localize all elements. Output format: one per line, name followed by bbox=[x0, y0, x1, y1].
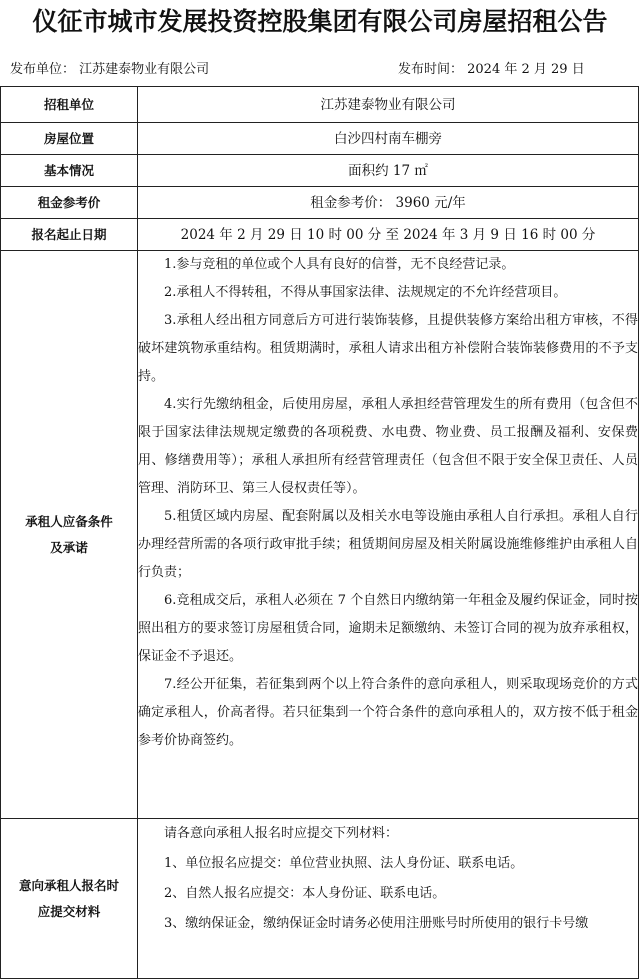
material-item: 1、单位报名应提交：单位营业执照、法人身份证、联系电话。 bbox=[164, 856, 524, 871]
materials-label-line: 应提交材料 bbox=[37, 903, 101, 919]
table-row bbox=[1, 155, 639, 187]
materials-row bbox=[1, 819, 639, 979]
row-value: 江苏建泰物业有限公司 bbox=[138, 87, 639, 123]
table-row bbox=[1, 87, 639, 123]
row-value: 2024 年 2 月 29 日 10 时 00 分 至 2024 年 3 月 9 日 16 时 00 分 bbox=[138, 219, 639, 251]
material-item: 2、自然人报名应提交：本人身份证、联系电话。 bbox=[164, 886, 446, 901]
row-label: 报名起止日期 bbox=[1, 219, 138, 251]
table-row bbox=[1, 123, 639, 155]
condition-item: 3.承租人经出租方同意后方可进行装饰装修，且提供装修方案给出租方审核，不得破坏建筑物承重结构。租赁期满时，承租人请求出租方补偿附合装饰装修费用的不予支持。 bbox=[138, 313, 638, 384]
publisher-info: 发布单位： 江苏建泰物业有限公司 bbox=[10, 62, 210, 77]
table-row bbox=[1, 187, 639, 219]
condition-item: 4.实行先缴纳租金，后使用房屋，承租人承担经营管理发生的所有费用（包含但不限于国家法律法规规定缴费的各项税费、水电费、物业费、员工报酬及福利、安保费用、修缮费用等）；承租人承担所有经营管理责任（包含但不限于安全保卫责任、人员管理、消防环卫、第三人侵权责任等）。 bbox=[138, 397, 638, 496]
row-label: 房屋位置 bbox=[1, 123, 138, 155]
materials-list bbox=[138, 819, 639, 979]
row-value: 白沙四村南车棚旁 bbox=[138, 123, 639, 155]
row-value: 租金参考价： 3960 元/年 bbox=[138, 187, 639, 219]
publish-date: 发布时间： 2024 年 2 月 29 日 bbox=[398, 62, 585, 77]
conditions-list bbox=[138, 251, 639, 819]
conditions-label-line: 承租人应备条件 bbox=[25, 513, 113, 529]
row-label: 租金参考价 bbox=[1, 187, 138, 219]
materials-intro: 请各意向承租人报名时应提交下列材料： bbox=[164, 826, 399, 841]
condition-item: 1.参与竞租的单位或个人具有良好的信誉，无不良经营记录。 bbox=[164, 257, 515, 272]
condition-item: 5.租赁区域内房屋、配套附属以及相关水电等设施由承租人自行承担。承租人自行办理经营所需的各项行政审批手续；租赁期间房屋及相关附属设施维修维护由承租人自行负责； bbox=[138, 509, 638, 580]
row-label: 基本情况 bbox=[1, 155, 138, 187]
row-value: 面积约 17 ㎡ bbox=[138, 155, 639, 187]
conditions-row bbox=[1, 251, 639, 819]
conditions-label bbox=[1, 251, 138, 819]
materials-label bbox=[1, 819, 138, 979]
condition-item: 7.经公开征集，若征集到两个以上符合条件的意向承租人，则采取现场竞价的方式确定承租人，价高者得。若只征集到一个符合条件的意向承租人的，双方按不低于租金参考价协商签约。 bbox=[138, 677, 638, 748]
notice-table bbox=[0, 86, 639, 979]
condition-item: 2.承租人不得转租，不得从事国家法律、法规规定的不允许经营项目。 bbox=[164, 285, 567, 300]
table-row bbox=[1, 219, 639, 251]
materials-label-line: 意向承租人报名时 bbox=[18, 877, 119, 893]
conditions-label-line: 及承诺 bbox=[50, 539, 88, 555]
row-label: 招租单位 bbox=[1, 87, 138, 123]
page-title: 仪征市城市发展投资控股集团有限公司房屋招租公告 bbox=[32, 7, 608, 36]
material-item: 3、缴纳保证金，缴纳保证金时请务必使用注册账号时所使用的银行卡号缴 bbox=[164, 916, 589, 931]
condition-item: 6.竞租成交后，承租人必须在 7 个自然日内缴纳第一年租金及履约保证金，同时按照出租方的要求签订房屋租赁合同，逾期未足额缴纳、未签订合同的视为放弃承租权，保证金不予退还。 bbox=[138, 593, 638, 664]
